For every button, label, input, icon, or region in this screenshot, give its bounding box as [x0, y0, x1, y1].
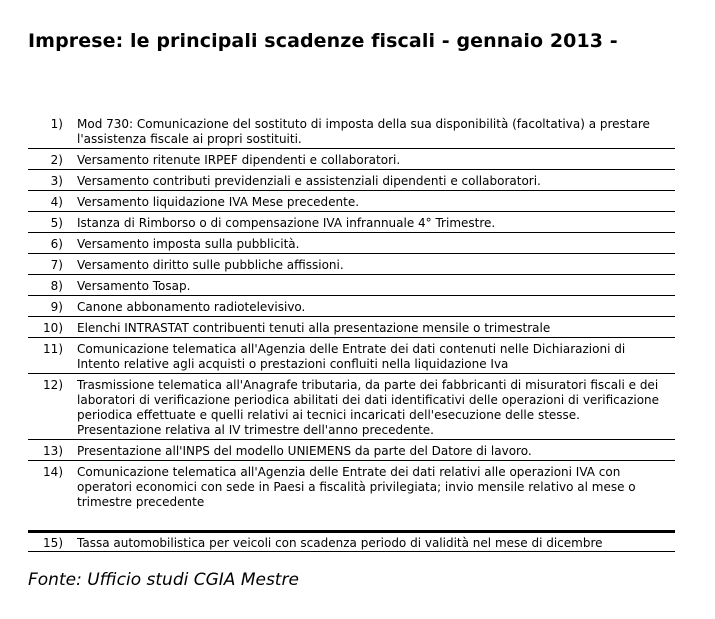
- item-number: 3): [50, 174, 63, 188]
- item-number: 14): [43, 465, 63, 479]
- list-item: [28, 296, 675, 317]
- item-text: Elenchi INTRASTAT contribuenti tenuti alla presentazione mensile o trimestrale: [77, 321, 551, 335]
- list-item: [28, 170, 675, 191]
- list-item: [28, 254, 675, 275]
- list-item: [28, 338, 675, 374]
- item-text: Versamento diritto sulle pubbliche affissioni.: [77, 258, 344, 272]
- item-number: 4): [50, 195, 63, 209]
- list-item: [28, 191, 675, 212]
- item-text: Versamento ritenute IRPEF dipendenti e collaboratori.: [77, 153, 401, 167]
- item-text: Comunicazione telematica all'Agenzia delle Entrate dei dati relativi alle operazioni IVA con operatori economici con sede in Paesi a fiscalità privilegiata; invio mensile relativo al mese o trimestre precedente: [77, 465, 636, 509]
- source-caption: Fonte: Ufficio studi CGIA Mestre: [28, 570, 299, 590]
- deadline-list: [28, 113, 675, 552]
- item-number: 7): [50, 258, 63, 272]
- item-number: 12): [43, 378, 63, 392]
- page-title: Imprese: le principali scadenze fiscali - gennaio 2013 -: [28, 30, 618, 52]
- item-number: 5): [50, 216, 63, 230]
- item-text: Canone abbonamento radiotelevisivo.: [77, 300, 306, 314]
- item-number: 15): [43, 536, 63, 550]
- item-text: Trasmissione telematica all'Anagrafe tributaria, da parte dei fabbricanti di misuratori fiscali e dei laboratori di verificazione periodica abilitati dei dati identificativi delle operazioni di verificazione periodica effettuate e quelli relativi ai tecnici incaricati dell'esecuzione delle stesse. Presentazione relativa al IV trimestre dell'anno precedente.: [77, 378, 660, 437]
- item-text: Tassa automobilistica per veicoli con scadenza periodo di validità nel mese di dicembre: [77, 536, 603, 550]
- item-text: Versamento contributi previdenziali e assistenziali dipendenti e collaboratori.: [77, 174, 541, 188]
- item-number: 1): [50, 117, 63, 131]
- item-text: Istanza di Rimborso o di compensazione IVA infrannuale 4° Trimestre.: [77, 216, 496, 230]
- list-item: [28, 113, 675, 149]
- item-text: Versamento Tosap.: [77, 279, 191, 293]
- list-item: [28, 233, 675, 254]
- item-text: Versamento imposta sulla pubblicità.: [77, 237, 300, 251]
- item-text: Comunicazione telematica all'Agenzia delle Entrate dei dati contenuti nelle Dichiarazioni di Intento relative agli acquisti o prestazioni confluiti nella liquidazione Iva: [77, 342, 626, 371]
- item-text: Mod 730: Comunicazione del sostituto di imposta della sua disponibilità (facoltativa) a prestare l'assistenza fiscale ai propri sostituiti.: [77, 117, 650, 146]
- list-item: [28, 461, 675, 530]
- list-item: [28, 275, 675, 296]
- item-number: 9): [50, 300, 63, 314]
- item-text: Versamento liquidazione IVA Mese precedente.: [77, 195, 360, 209]
- list-item: [28, 149, 675, 170]
- item-number: 6): [50, 237, 63, 251]
- item-number: 11): [43, 342, 63, 356]
- item-number: 2): [50, 153, 63, 167]
- item-number: 10): [43, 321, 63, 335]
- list-item: [28, 374, 675, 440]
- item-number: 13): [43, 444, 63, 458]
- list-item: [28, 440, 675, 461]
- list-item: [28, 317, 675, 338]
- item-number: 8): [50, 279, 63, 293]
- list-item: [28, 533, 675, 552]
- item-text: Presentazione all'INPS del modello UNIEMENS da parte del Datore di lavoro.: [77, 444, 532, 458]
- list-item: [28, 212, 675, 233]
